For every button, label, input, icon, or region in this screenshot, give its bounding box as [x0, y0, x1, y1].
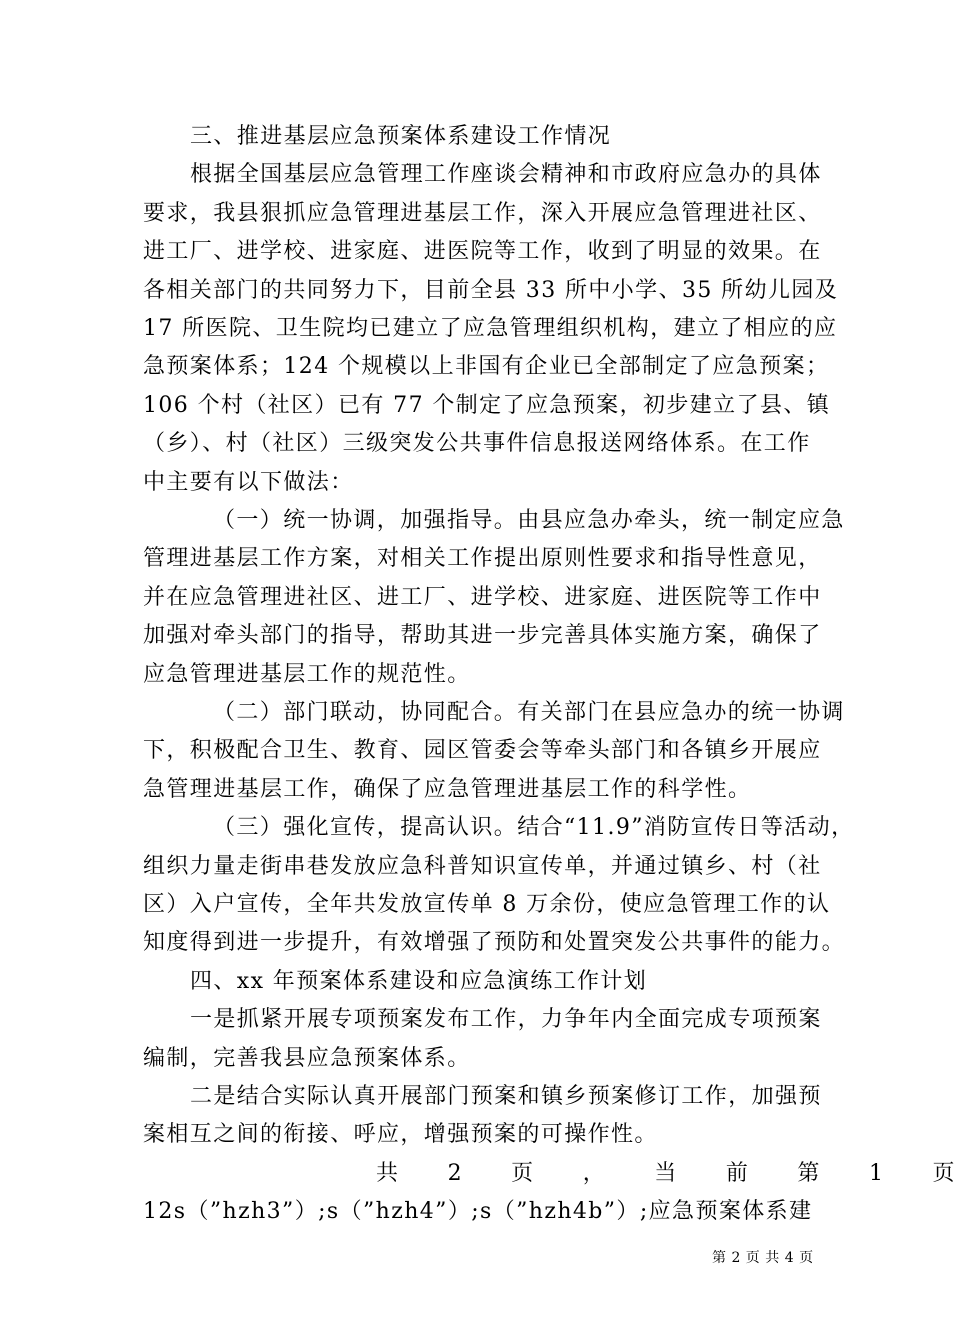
- page-count-token: ，: [582, 1160, 607, 1186]
- page-count-token: 前: [725, 1160, 750, 1186]
- paragraph-line: 各相关部门的共同努力下，目前全县 33 所中小学、35 所幼儿园及: [143, 277, 839, 303]
- paragraph-line: 组织力量走街串巷发放应急科普知识宣传单，并通过镇乡、村（社: [143, 853, 822, 879]
- paragraph-line: 编制，完善我县应急预案体系。: [143, 1045, 471, 1071]
- trailing-code-line: 12s（”hzh3”）;s（”hzh4”）;s（”hzh4b”）;应急预案体系建: [143, 1199, 813, 1225]
- page-count-token: 页: [511, 1160, 535, 1186]
- paragraph-line: 管理进基层工作方案，对相关工作提出原则性要求和指导性意见，: [143, 546, 822, 572]
- paragraph-line: 根据全国基层应急管理工作座谈会精神和市政府应急办的具体: [190, 162, 822, 188]
- paragraph-line: 下，积极配合卫生、教育、园区管委会等牵头部门和各镇乡开展应: [143, 738, 822, 764]
- page-count-token: 2: [447, 1160, 463, 1186]
- paragraph-line: 应急管理进基层工作的规范性。: [143, 661, 471, 687]
- paragraph-line: 中主要有以下做法：: [143, 469, 354, 495]
- subsection-2-line: （二）部门联动，协同配合。有关部门在县应急办的统一协调: [213, 700, 845, 725]
- paragraph-line: 急预案体系；124 个规模以上非国有企业已全部制定了应急预案；: [143, 354, 830, 380]
- page-count-token: 页: [932, 1160, 956, 1186]
- paragraph-line: 加强对牵头部门的指导，帮助其进一步完善具体实施方案，确保了: [143, 623, 822, 649]
- paragraph-line: 106 个村（社区）已有 77 个制定了应急预案，初步建立了县、镇: [143, 392, 831, 418]
- paragraph-line: 要求，我县狠抓应急管理进基层工作，深入开展应急管理进社区、: [143, 200, 822, 226]
- page-count-token: 当: [654, 1160, 678, 1186]
- paragraph-line: 区）入户宣传，全年共发放宣传单 8 万余份，使应急管理工作的认: [143, 892, 831, 917]
- page-indicator: 第 2 页 共 4 页: [712, 1250, 814, 1266]
- paragraph-line: （乡）、村（社区）三级突发公共事件信息报送网络体系。在工作: [143, 431, 811, 457]
- section-heading-3: 三、推进基层应急预案体系建设工作情况: [190, 124, 612, 149]
- paragraph-line: 知度得到进一步提升，有效增强了预防和处置突发公共事件的能力。: [143, 930, 846, 956]
- paragraph-line: 一是抓紧开展专项预案发布工作，力争年内全面完成专项预案: [190, 1007, 822, 1033]
- section-heading-4: 四、xx 年预案体系建设和应急演练工作计划: [190, 968, 648, 994]
- page-count-token: 第: [797, 1160, 821, 1186]
- subsection-3-line: （三）强化宣传，提高认识。结合“11.9”消防宣传日等活动，: [213, 815, 855, 841]
- paragraph-line: 17 所医院、卫生院均已建立了应急管理组织机构，建立了相应的应: [143, 316, 838, 341]
- page-count-token: 1: [868, 1160, 885, 1186]
- paragraph-line: 并在应急管理进社区、进工厂、进学校、进家庭、进医院等工作中: [143, 584, 822, 610]
- paragraph-line: 急管理进基层工作，确保了应急管理进基层工作的科学性。: [143, 776, 752, 802]
- paragraph-line: 二是结合实际认真开展部门预案和镇乡预案修订工作，加强预: [190, 1084, 822, 1109]
- page-count-line: [376, 1155, 956, 1193]
- paragraph-line: 进工厂、进学校、进家庭、进医院等工作，收到了明显的效果。在: [143, 239, 822, 265]
- page-count-token: 共: [376, 1160, 400, 1186]
- paragraph-line: 案相互之间的衔接、呼应，增强预案的可操作性。: [143, 1122, 658, 1148]
- subsection-1-line: （一）统一协调，加强指导。由县应急办牵头，统一制定应急: [213, 508, 845, 533]
